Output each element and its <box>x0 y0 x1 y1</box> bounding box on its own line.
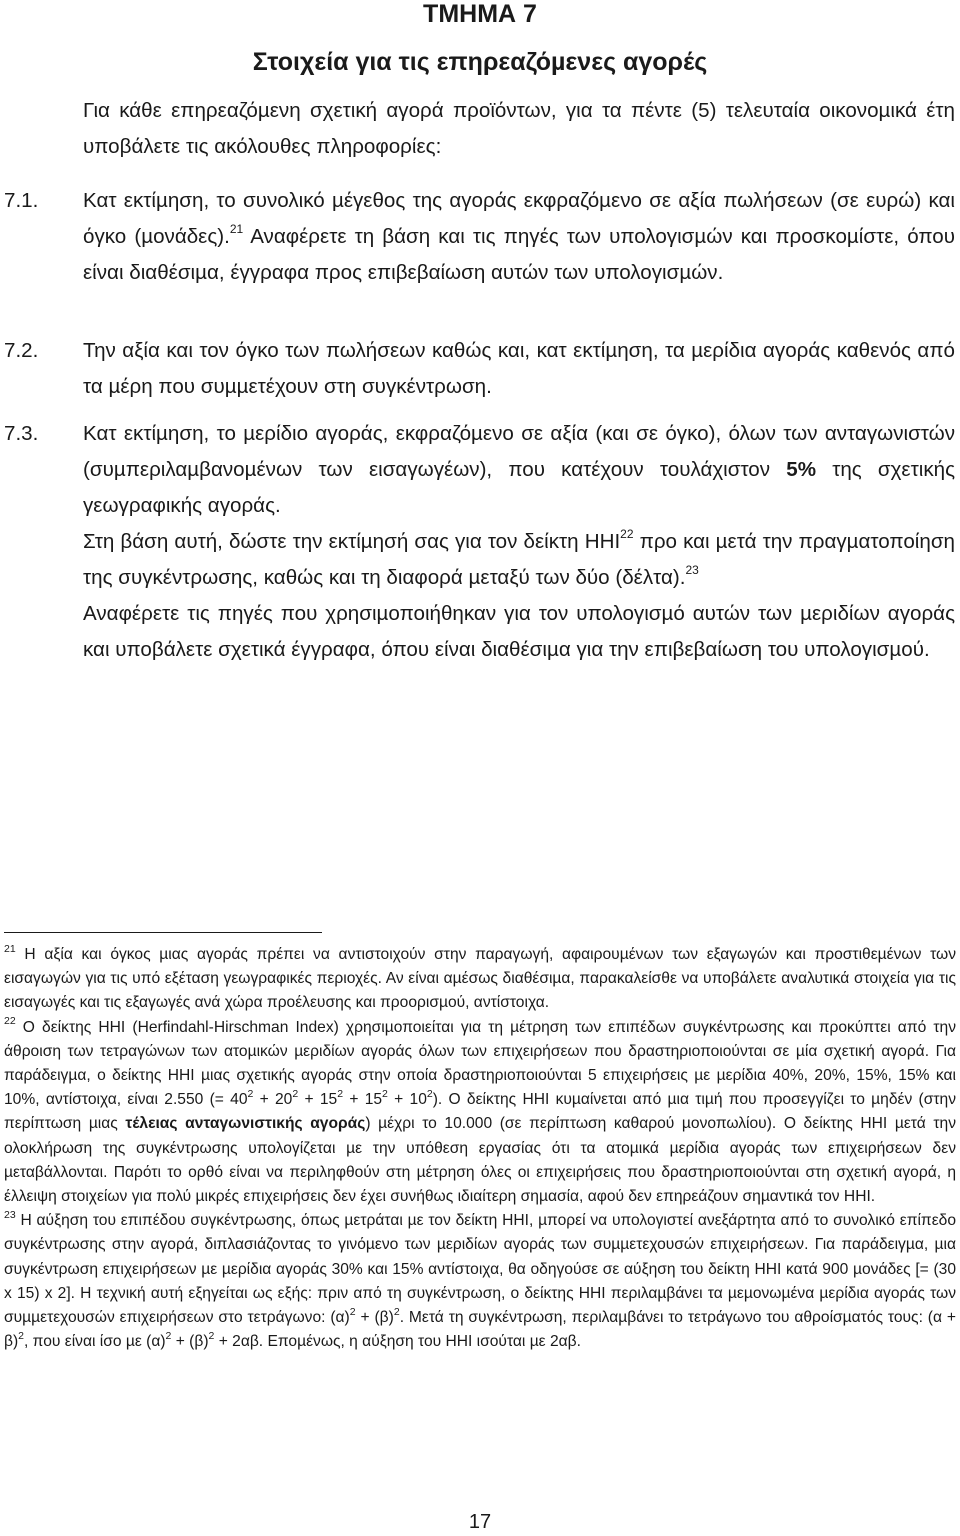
exponent: 2 <box>247 1088 254 1101</box>
footnote-23 <box>4 1209 956 1354</box>
footnote-text: + 10 <box>387 1091 427 1109</box>
section-title: ΤΜΗΜΑ 7 <box>423 0 537 28</box>
intro-paragraph: Για κάθε επηρεαζόµενη σχετική αγορά προϊόντων, για τα πέντε (5) τελευταία οικονοµικά έτη υποβάλετε τις ακόλουθες πληροφορίες: <box>83 99 955 158</box>
footnotes <box>4 943 956 1354</box>
exponent: 2 <box>292 1088 299 1101</box>
footnote-text: , που είναι ίσο µε (α) <box>24 1333 166 1351</box>
exponent: 2 <box>349 1305 356 1318</box>
item-paragraph <box>83 416 955 524</box>
item-number: 7.2. <box>4 339 39 362</box>
exponent: 2 <box>18 1330 25 1343</box>
footnote-number: 23 <box>4 1209 16 1222</box>
footnote-text: Ο δείκτης ΗΗΙ (Herfindahl-Hirschman Index) χρησιµοποιείται για τη µέτρηση των επιπέδων συγκέντρωσης και προκύπτει από την άθροιση των τετραγώνων των ατοµικών µεριδίων αγοράς όλων των επιχειρήσεων που δραστηριοποιούνται σε µία σχετική αγορά. Για παράδειγµα, ο δείκτης ΗΗΙ µιας σχετικής αγοράς στην οποία δραστηριοποιούνται 5 επιχειρήσεις µε µερίδια 40%, 20%, 15%, 15% και 10%, αντίστοιχα, είναι 2.550 (= 40 <box>4 1018 956 1109</box>
footnote-text: Η αξία και όγκος µιας αγοράς πρέπει να αντιστοιχούν στην παραγωγή, αφαιρουµένων των εξαγωγών και προστιθεµένων των εισαγωγών για τις υπό εξέταση γεωγραφικές περιοχές. Αν είναι αµέσως διαθέσιµα, παρακαλείσθε να υποβάλετε αναλυτικά στοιχεία για τις εισαγωγές και τις εξαγωγές ανά χώρα προέλευσης και προορισµού, αντίστοιχα. <box>4 946 956 1012</box>
item-paragraph: Αναφέρετε τις πηγές που χρησιµοποιήθηκαν για τον υπολογισµό αυτών των µεριδίων αγοράς και υποβάλετε σχετικά έγγραφα, όπου είναι διαθέσιµα για την επιβεβαίωση του υπολογισµού. <box>83 602 955 661</box>
footnote-text: . Μετά τη συγκέντρωση, περιλαµβάνει το τετράγωνο του αθροίσµατός τους: (α + β) <box>4 1309 956 1351</box>
threshold-percent: 5% <box>786 458 816 481</box>
item-body: Την αξία και τον όγκο των πωλήσεων καθώς και, κατ εκτίµηση, τα µερίδια αγοράς καθενός από τα µέρη που συµµετέχουν στη συγκέντρωση. <box>83 339 955 398</box>
footnote-text: + 15 <box>298 1091 338 1109</box>
exponent: 2 <box>165 1330 172 1343</box>
item-number: 7.3. <box>4 422 39 445</box>
footnote-text: + 15 <box>343 1091 383 1109</box>
footnote-number: 21 <box>4 942 16 955</box>
footnote-ref: 21 <box>229 222 244 237</box>
footnote-22 <box>4 1016 956 1210</box>
section-subtitle: Στοιχεία για τις επηρεαζόµενες αγορές <box>252 48 708 76</box>
item-text: Στη βάση αυτή, δώστε την εκτίµησή σας για τον δείκτη ΗΗΙ <box>83 530 621 553</box>
footnote-text: + (β) <box>355 1309 394 1327</box>
footnote-number: 22 <box>4 1015 16 1028</box>
exponent: 2 <box>337 1088 344 1101</box>
footnote-21 <box>4 943 956 1016</box>
exponent: 2 <box>426 1088 433 1101</box>
item-body <box>83 183 955 291</box>
item-text: Κατ εκτίµηση, το µερίδιο αγοράς, εκφραζόµενο σε αξία (και σε όγκο), όλων των ανταγωνιστών (συµπεριλαµβανοµένων των εισαγωγέων), που κατέχουν τουλάχιστον <box>83 422 955 481</box>
item-body <box>83 416 955 668</box>
page-number: 17 <box>468 1511 492 1533</box>
footnote-text: + 2αβ. Εποµένως, η αύξηση του ΗΗΙ ισούται µε 2αβ. <box>214 1333 581 1351</box>
item-text: Κατ εκτίµηση, το συνολικό µέγεθος της αγοράς εκφραζόµενο σε αξία πωλήσεων (σε ευρώ) και όγκο (µονάδες). <box>83 189 955 248</box>
item-text: της σχετικής γεωγραφικής αγοράς. <box>83 458 955 517</box>
footnote-text: ). Ο δείκτης ΗΗΙ κυµαίνεται από µια τιµή που προσεγγίζει το µηδέν (στην περίπτωση µιας <box>4 1091 956 1133</box>
exponent: 2 <box>393 1305 400 1318</box>
item-number: 7.1. <box>4 189 39 212</box>
item-paragraph <box>83 524 955 596</box>
footnote-bold: τέλειας ανταγωνιστικής αγοράς <box>125 1115 366 1133</box>
footnote-ref: 23 <box>685 563 699 578</box>
footnote-separator <box>4 932 322 933</box>
footnote-text: + 20 <box>253 1091 293 1109</box>
exponent: 2 <box>382 1088 388 1101</box>
exponent: 2 <box>208 1330 215 1343</box>
item-text: Αναφέρετε τη βάση και τις πηγές των υπολογισµών και προσκοµίστε, όπου είναι διαθέσιµα, έγγραφα προς επιβεβαίωση αυτών των υπολογισµών. <box>83 225 956 284</box>
footnote-text: + (β) <box>171 1333 209 1351</box>
footnote-text: Η αύξηση του επιπέδου συγκέντρωσης, όπως µετράται µε τον δείκτη ΗΗΙ, µπορεί να υπολογιστεί ανεξάρτητα από το συνολικό επίπεδο συγκέντρωσης στην αγορά, διπλασιάζοντας το γινόµενο των µεριδίων αγοράς των συµµετεχουσών επιχειρήσεων. Για παράδειγµα, µια συγκέντρωση επιχειρήσεων µε µερίδια αγοράς 30% και 15% αντίστοιχα, θα οδηγούσε σε αύξηση του δείκτη ΗΗΙ κατά 900 µονάδες [= (30 x 15) x 2]. Η τεχνική αυτή εξηγείται ως εξής: πριν από τη συγκέντρωση, ο δείκτης ΗΗΙ περιλαµβάνει τα µεµονωµένα µερίδια αγοράς των συµµετεχουσών επιχειρήσεων στο τετράγωνο: (α) <box>4 1212 956 1327</box>
footnote-text: ) µέχρι το 10.000 (σε περίπτωση καθαρού µονοπωλίου). Ο δείκτης ΗΗΙ µετά την ολοκλήρωση της συγκέντρωσης υπολογίζεται µε την υπόθεση εργασίας ότι τα ατοµικά µερίδια αγοράς των επιχειρήσεων δεν µεταβάλλονται. Παρότι το ορθό είναι να περιληφθούν στη µέτρηση όλες οι επιχειρήσεις που δραστηριοποιούνται στη σχετική αγορά, η έλλειψη στοιχείων για πολύ µικρές επιχειρήσεις δεν έχει συνήθως ιδιαίτερη σηµασία, αφού δεν επηρεάζουν σηµαντικά τον ΗΗΙ. <box>4 1115 956 1206</box>
item-text: προ και µετά την πραγµατοποίηση της συγκέντρωσης, καθώς και τη διαφορά µεταξύ των δύο (δέλτα). <box>83 530 955 589</box>
footnote-ref: 22 <box>620 527 634 542</box>
